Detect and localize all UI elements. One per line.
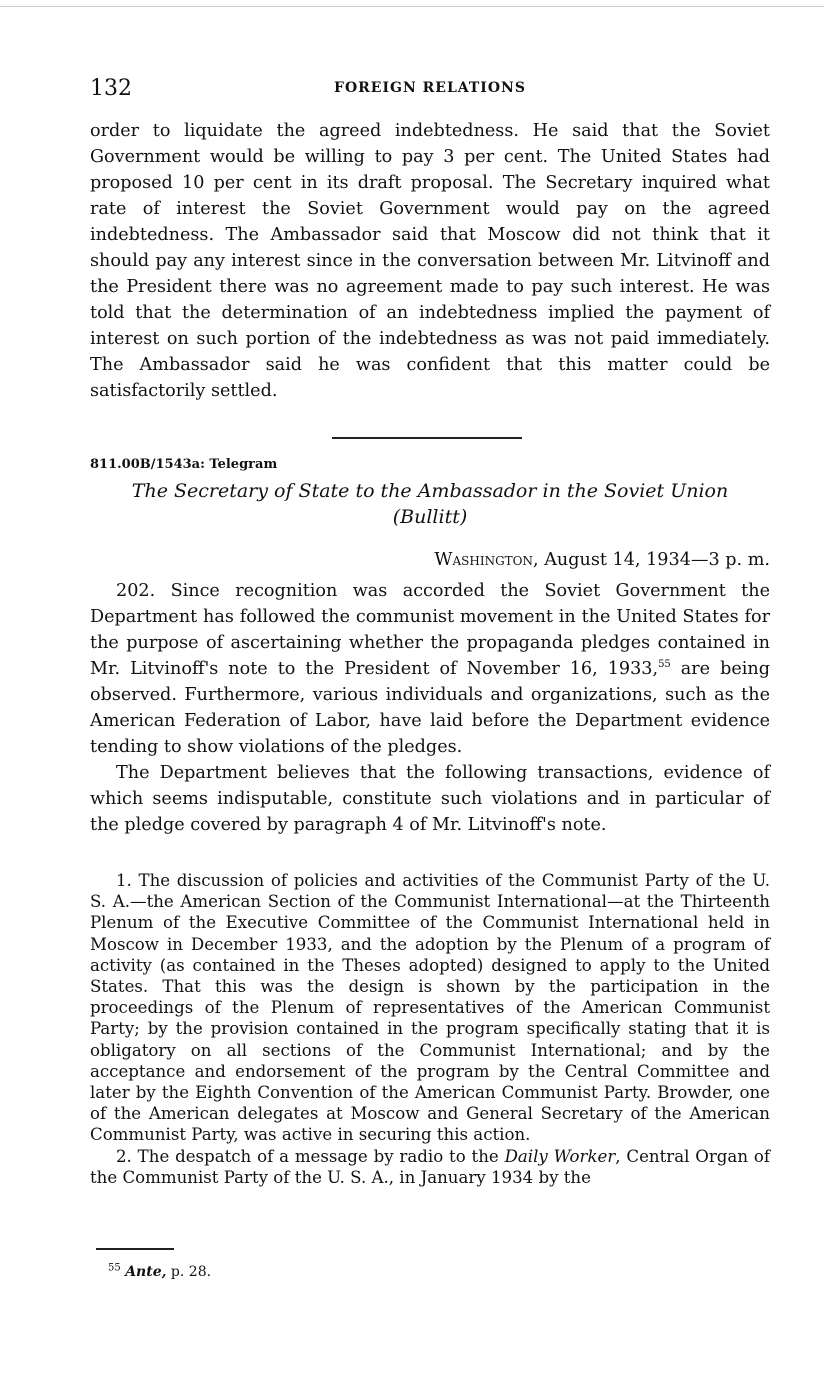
file-reference: 811.00B/1543a: Telegram (90, 457, 278, 472)
document-title (90, 478, 770, 530)
telegram-paragraph-1 (90, 578, 770, 760)
continued-paragraph-block (90, 118, 770, 404)
page-header (90, 76, 770, 106)
dateline (434, 550, 770, 570)
numbered-item-2 (90, 1146, 770, 1188)
footnote-marker: 55 (108, 1262, 121, 1274)
running-head: FOREIGN RELATIONS (334, 80, 526, 96)
paragraph-1-text: 202. Since recognition was accorded the Soviet Government the Department has followed the communist movement in the United States for the purpose of ascertaining whether the propaganda pledges contained in Mr. Litvinoff's note to the President of November 16, 1933, (90, 581, 770, 679)
footnote (108, 1264, 211, 1280)
dateline-place: Washington, (434, 550, 539, 570)
telegram-paragraph-2: The Department believes that the following transactions, evidence of which seems indisputable, constitute such violations and in particular of the pledge covered by paragraph 4 of Mr. Litvinoff's note. (90, 763, 770, 835)
continued-paragraph: order to liquidate the agreed indebtedness. He said that the Soviet Government would be willing to pay 3 per cent. The United States had proposed 10 per cent in its draft proposal. The Secretary inquired what rate of interest the Soviet Government would pay on the agreed indebtedness. The Ambassador said that Moscow did not think that it should pay any interest since in the conversation between Mr. Litvinoff and the President there was no agreement made to pay such interest. He was told that the determination of an indebtedness implied the payment of interest on such portion of the indebtedness as was not paid immediately. The Ambassador said he was confident that this matter could be satisfactorily settled. (90, 121, 770, 401)
telegram-body (90, 578, 770, 838)
item-2-text: 2. The despatch of a message by radio to the (116, 1146, 505, 1166)
newspaper-title: Daily Worker (504, 1146, 616, 1166)
dateline-date: August 14, 1934—3 p. m. (544, 550, 770, 570)
numbered-item-1: 1. The discussion of policies and activities of the Communist Party of the U. S. A.—the American Section of the Communist International—at the Thirteenth Plenum of the Executive Committee of the Communist International held in Moscow in December 1933, and the adoption by the Plenum of a program of activity (as contained in the Theses adopted) designed to apply to the United States. That this was the design is shown by the participation in the proceedings of the Plenum of representatives of the American Communist Party; by the provision contained in the program specifically stating that it is obligatory on all sections of the Communist International; and by the acceptance and endorsement of the program by the Central Committee and later by the Eighth Convention of the American Communist Party. Browder, one of the American delegates at Moscow and General Secretary of the American Communist Party, was active in securing this action. (90, 871, 770, 1145)
footnote-reference: 55 (658, 659, 671, 671)
numbered-items (90, 870, 770, 1188)
footnote-page: p. 28. (166, 1264, 212, 1280)
document-title-line2: (Bullitt) (392, 506, 468, 528)
item-2-continuation: , Central Organ of the Communist Party of the U. S. A., in January 1934 by the (90, 1146, 770, 1187)
footnote-rule (96, 1248, 174, 1250)
scan-edge-rule (0, 6, 824, 7)
page-number: 132 (90, 76, 132, 101)
paragraph-1-continuation: are being observed. Furthermore, various individuals and organizations, such as the American Federation of Labor, have laid before the Department evidence tending to show violations of the pledges. (90, 659, 770, 757)
footnote-ref: Ante, (125, 1264, 167, 1280)
section-divider (332, 437, 522, 439)
document-title-line1: The Secretary of State to the Ambassador in the Soviet Union (131, 480, 729, 502)
